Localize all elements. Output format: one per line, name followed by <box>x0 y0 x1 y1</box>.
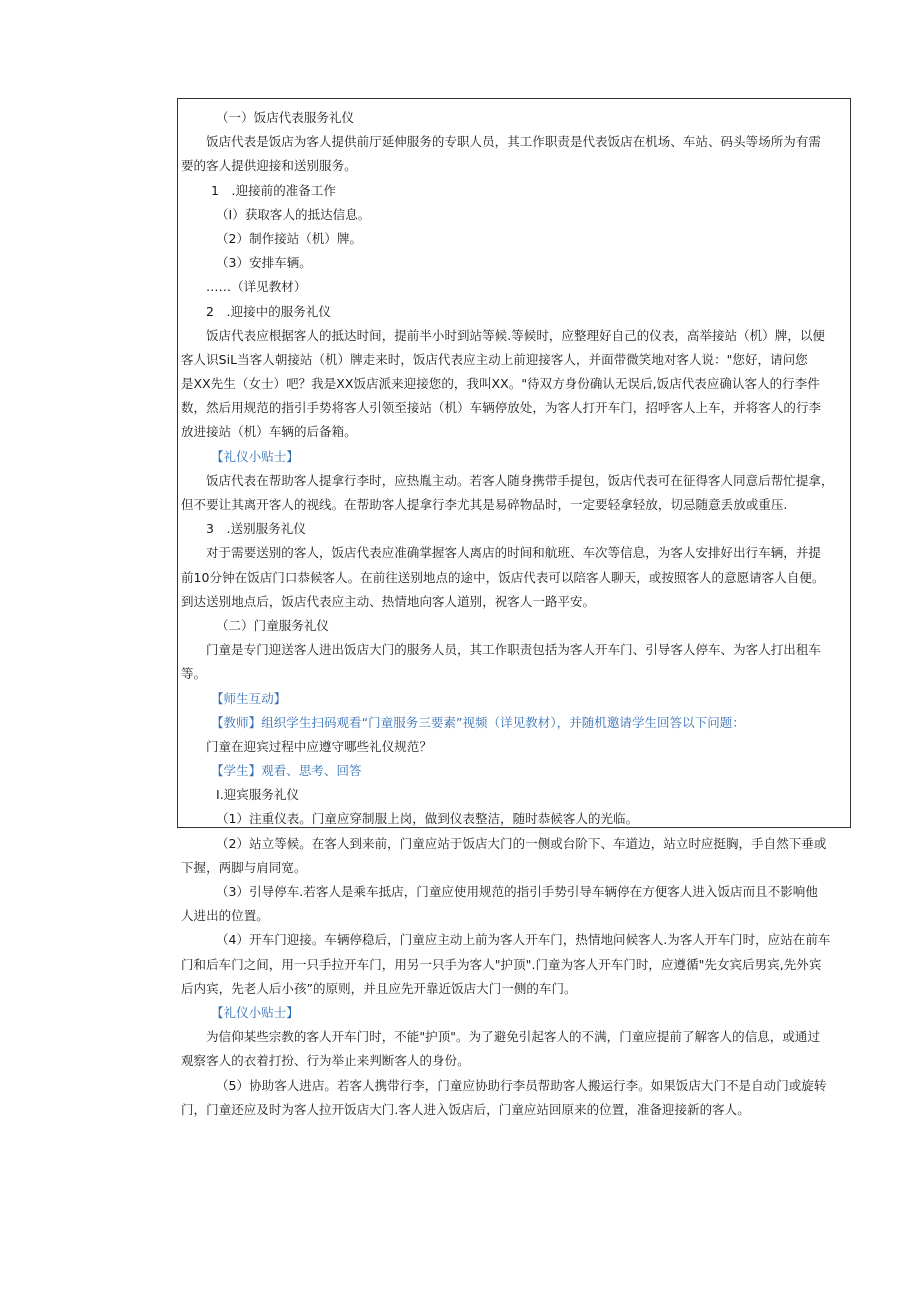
text-line: 但不要让其离开客人的视线。在帮助客人提拿行李尤其是易碎物品时，一定要轻拿轻放，切忌随意丢放或重压. <box>181 497 788 512</box>
text-line: 门，门童还应及时为客人拉开饭店大门.客人进入饭店后，门童应站回原来的位置，准备迎接新的客人。 <box>181 1101 750 1117</box>
text-line: （3）安排车辆。 <box>216 255 312 271</box>
text-line: 饭店代表应根据客人的抵达时间，提前半小时到站等候.等候时，应整理好自己的仪表，高举接站（机）牌，以便 <box>206 327 825 343</box>
text-line: 前10分钟在饭店门口恭候客人。在前往送别地点的途中，饭店代表可以陪客人聊天，或按照客人的意愿请客人自便。 <box>181 569 825 585</box>
text-line: （3）引导停车.若客人是乘车抵店，门童应使用规范的指引手势引导车辆停在方便客人进入饭店而且不影响他 <box>216 884 818 899</box>
text-line: I.迎宾服务礼仪 <box>216 787 300 803</box>
text-line: 到达送别地点后，饭店代表应主动、热情地向客人道别，祝客人一路平安。 <box>181 593 596 609</box>
text-line: 【礼仪小贴士】 <box>211 448 299 464</box>
text-line: 客人识SiL当客人朝接站（机）牌走来时，饭店代表应主动上前迎接客人，并面带微笑地对客人说："您好，请问您 <box>181 351 808 367</box>
text-line: 饭店代表在帮助客人提拿行李时，应热胤主动。若客人随身携带手提包，饭店代表可在征得客人同意后帮忙提拿， <box>206 472 834 488</box>
text-line: 对于需要送别的客人，饭店代表应准确掌握客人离店的时间和航班、车次等信息，为客人安排好出行车辆，并提 <box>206 545 821 561</box>
text-line: 是XX先生（女士）吧？我是XX饭店派来迎接您的，我叫XX。"待双方身份确认无误后,饭店代表应确认客人的行李件 <box>181 376 820 392</box>
text-line: 后内宾，先老人后小孩”的原则，并且应先开靠近饭店大门一侧的车门。 <box>181 980 577 996</box>
text-line: ……（详见教材） <box>206 279 307 295</box>
text-line: 【师生互动】 <box>211 690 287 706</box>
text-line: 门童是专门迎送客人进出饭店大门的服务人员，其工作职责包括为客人开车门、引导客人停车、为客人打出租车 <box>206 642 821 658</box>
text-line: （4）开车门迎接。车辆停稳后，门童应主动上前为客人开车门，热情地问候客人.为客人开车门时，应站在前车 <box>216 932 831 948</box>
text-line: 门和后车门之间，用一只手拉开车门，用另一只手为客人"护顶".门童为客人开车门时，应遵循"先女宾后男宾,先外宾 <box>181 956 822 972</box>
text-line: 人进出的位置。 <box>181 908 269 924</box>
text-line: （1）注重仪表。门童应穿制服上岗，做到仪表整洁，随时恭候客人的光临。 <box>216 811 639 827</box>
text-line: 观察客人的衣着打扮、行为举止来判断客人的身份。 <box>181 1053 470 1069</box>
text-line: 下握，两脚与肩同宽。 <box>181 859 307 875</box>
text-line: 门童在迎宾过程中应遵守哪些礼仪规范？ <box>206 738 432 754</box>
text-line: （2）制作接站（机）牌。 <box>216 230 363 246</box>
text-line: 等。 <box>181 666 207 682</box>
text-line: 1 .迎接前的准备工作 <box>211 182 336 198</box>
text-line: 【礼仪小贴士】 <box>211 1004 299 1020</box>
text-line: 数，然后用规范的指引手势将客人引领至接站（机）车辆停放处，为客人打开车门，招呼客人上车，并将客人的行李 <box>181 400 822 416</box>
text-line: 2 .迎接中的服务礼仪 <box>206 303 331 319</box>
text-line: 【学生】观看、思考、回答 <box>211 763 362 779</box>
text-line: （5）协助客人进店。若客人携带行李，门童应协助行李员帮助客人搬运行李。如果饭店大门不是自动门或旋转 <box>216 1077 827 1093</box>
text-line: （I）获取客人的抵达信息。 <box>216 206 371 222</box>
text-line: 饭店代表是饭店为客人提供前厅延伸服务的专职人员，其工作职责是代表饭店在机场、车站、码头等场所为有需 <box>206 134 821 150</box>
text-line: 【教师】组织学生扫码观看“门童服务三要素”视频（详见教材），并随机邀请学生回答以下问题： <box>211 714 745 730</box>
text-line: （二）门童服务礼仪 <box>216 617 329 633</box>
text-line: 放进接站（机）车辆的后备箱。 <box>181 424 357 440</box>
text-line: （一）饭店代表服务礼仪 <box>216 110 355 125</box>
text-line: 为信仰某些宗教的客人开车门时，不能"护顶"。为了避免引起客人的不满，门童应提前了解客人的信息，或通过 <box>206 1029 821 1045</box>
content-table-cell <box>177 98 851 1117</box>
text-line: （2）站立等候。在客人到来前，门童应站于饭店大门的一侧或台阶下、车道边，站立时应挺胸，手自然下垂或 <box>216 835 827 851</box>
text-line: 3 .送别服务礼仪 <box>206 521 306 537</box>
text-line: 要的客人提供迎接和送别服务。 <box>181 158 357 174</box>
